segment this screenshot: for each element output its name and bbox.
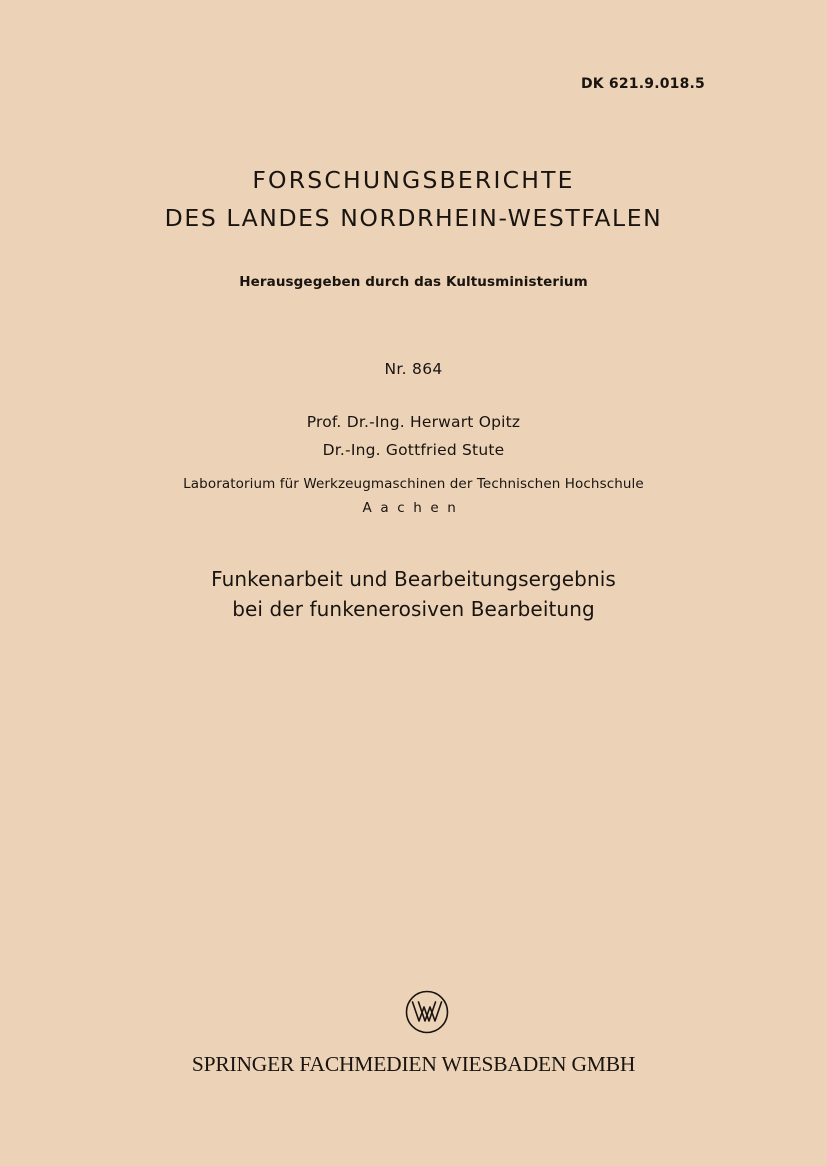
publisher-name: SPRINGER FACHMEDIEN WIESBADEN GMBH [191,1052,636,1076]
classification-code: DK 621.9.018.5 [580,76,705,92]
report-title-line-1: Funkenarbeit und Bearbeitungsergebnis [211,567,616,591]
city: Aachen [362,500,465,516]
author-2: Dr.-Ing. Gottfried Stute [322,441,505,459]
editor-note: Herausgegeben durch das Kultusministerium [239,274,588,290]
series-title-line-2: DES LANDES NORDRHEIN-WESTFALEN [164,204,663,232]
report-title-line-2: bei der funkenerosiven Bearbeitung [232,597,595,621]
series-title-line-1: FORSCHUNGSBERICHTE [252,166,575,194]
report-number: Nr. 864 [384,360,443,378]
author-1: Prof. Dr.-Ing. Herwart Opitz [306,413,521,431]
springer-fachmedien-logo-icon [405,990,449,1034]
institution: Laboratorium für Werkzeugmaschinen der Technischen Hochschule [183,476,644,492]
